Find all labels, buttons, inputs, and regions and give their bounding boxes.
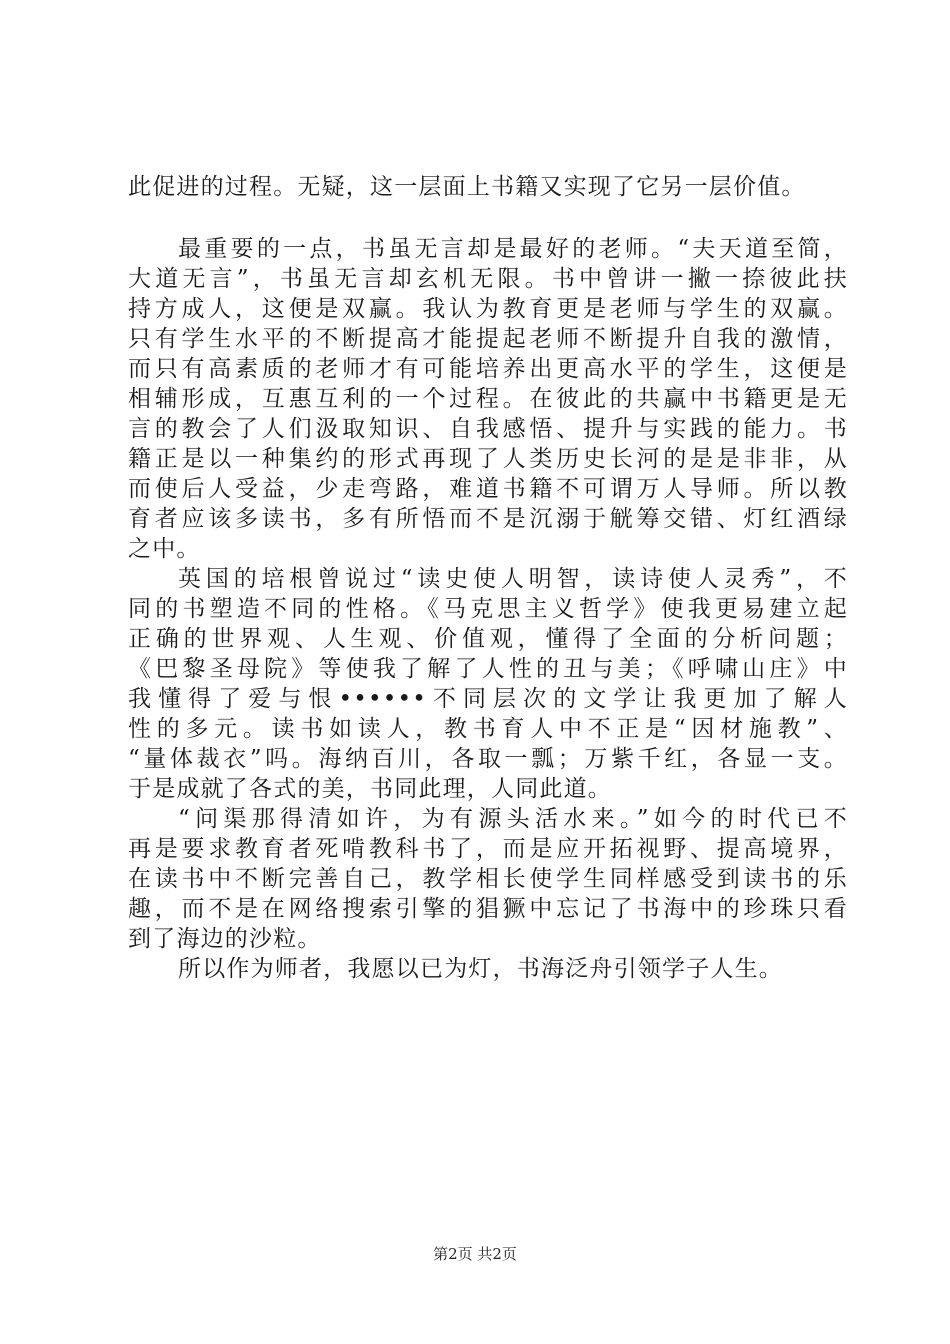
text-line: 育者应该多读书，多有所悟而不是沉溺于觥筹交错、灯红酒绿: [128, 506, 848, 532]
text-line: 大道无言”，书虽无言却玄机无限。书中曾讲一撇一捺彼此扶: [128, 266, 848, 292]
text-line: 趣，而不是在网络搜索引擎的猖獗中忘记了书海中的珍珠只看: [128, 896, 848, 922]
text-line: 最重要的一点，书虽无言却是最好的老师。“夫天道至简，: [178, 236, 848, 262]
paragraph: [128, 564, 848, 804]
text-line: 言的教会了人们汲取知识、自我感悟、提升与实践的能力。书: [128, 416, 848, 442]
text-line: 性的多元。读书如读人，教书育人中不正是“因材施教”、: [128, 716, 848, 742]
text-line: “问渠那得清如许，为有源头活水来。”如今的时代已不: [178, 806, 848, 832]
text-line: 正确的世界观、人生观、价值观，懂得了全面的分析问题；: [128, 626, 848, 652]
text-line: 再是要求教育者死啃教科书了，而是应开拓视野、提高境界，: [128, 836, 848, 862]
text-line: 所以作为师者，我愿以已为灯，书海泛舟引领学子人生。: [178, 956, 783, 982]
text-line: 而只有高素质的老师才有可能培养出更高水平的学生，这便是: [128, 356, 848, 382]
text-line: 于是成就了各式的美，书同此理，人同此道。: [128, 776, 612, 802]
paragraph: [128, 234, 848, 564]
text-line: 在读书中不断完善自己，教学相长使学生同样感受到读书的乐: [128, 866, 848, 892]
text-line: 《巴黎圣母院》等使我了解了人性的丑与美；《呼啸山庄》中: [128, 656, 848, 682]
paragraph: [128, 172, 848, 202]
text-line: “量体裁衣”吗。海纳百川，各取一瓢；万紫千红，各显一支。: [128, 746, 848, 772]
paragraph: [128, 954, 848, 984]
text-line: 籍正是以一种集约的形式再现了人类历史长河的是是非非，从: [128, 446, 848, 472]
text-line: 之中。: [128, 536, 201, 562]
text-line: 英国的培根曾说过“读史使人明智，读诗使人灵秀”，不: [178, 566, 848, 592]
text-line: 只有学生水平的不断提高才能提起老师不断提升自我的激情，: [128, 326, 848, 352]
paragraph-gap: [128, 202, 848, 234]
text-line: 持方成人，这便是双赢。我认为教育更是老师与学生的双赢。: [128, 296, 848, 322]
text-line: 到了海边的沙粒。: [128, 926, 322, 952]
page-footer: 第2页 共2页: [433, 1245, 517, 1263]
text-line: 相辅形成，互惠互利的一个过程。在彼此的共赢中书籍更是无: [128, 386, 848, 412]
text-line: 而使后人受益，少走弯路，难道书籍不可谓万人导师。所以教: [128, 476, 848, 502]
text-line: 同的书塑造不同的性格。《马克思主义哲学》使我更易建立起: [128, 596, 848, 622]
document-body: [128, 172, 848, 984]
text-line: 我懂得了爱与恨••••••不同层次的文学让我更加了解人: [128, 686, 848, 712]
text-line: 此促进的过程。无疑，这一层面上书籍又实现了它另一层价值。: [128, 174, 806, 200]
paragraph: [128, 804, 848, 954]
